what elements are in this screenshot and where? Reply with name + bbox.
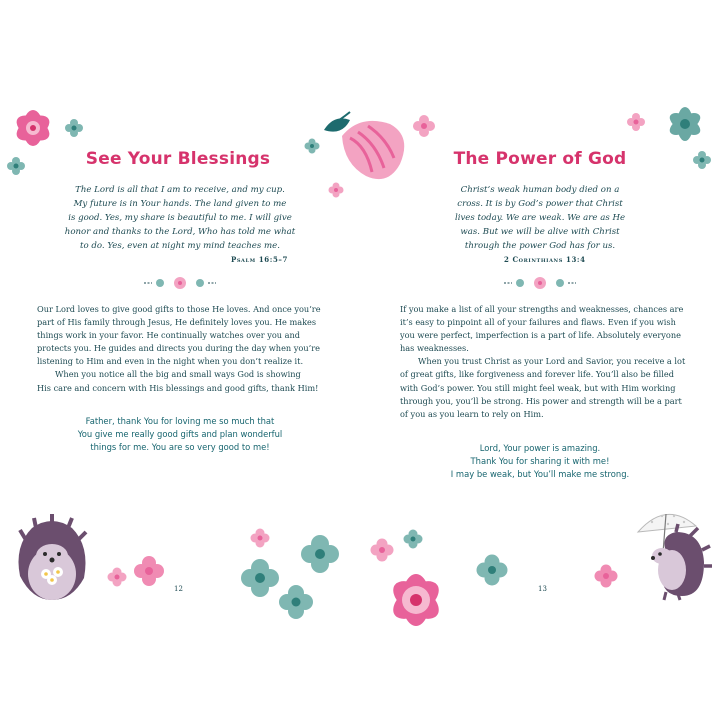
body-line: with God’s power. You still might feel weak, but with Him working: [400, 382, 676, 393]
prayer-line: Father, thank You for loving me so much that: [85, 416, 275, 426]
body-line: you were perfect, imperfection is a part of life. Absolutely everyone: [400, 330, 681, 341]
body-line: Our Lord loves to give good gifts to those He loves. And once you’re: [37, 304, 321, 314]
body-line: has weaknesses.: [400, 343, 469, 354]
right-prayer: [390, 442, 690, 482]
right-verse-reference: 2 Corinthians 13:4: [504, 255, 586, 264]
prayer-line: You give me really good gifts and plan wonderful: [77, 429, 283, 440]
right-page-title: The Power of God: [453, 149, 627, 169]
body-line: of great gifts, like forgiveness and forever life. You’ll also be filled: [400, 369, 674, 380]
small-flower-icon: [516, 279, 524, 287]
pink-flower-icon: [6, 106, 60, 150]
left-prayer: [30, 415, 330, 455]
right-body-text: [400, 303, 685, 421]
body-line: When you notice all the big and small ways God is showing: [55, 369, 301, 380]
left-verse-reference: Psalm 16:5–7: [230, 255, 288, 264]
verse-line: was. But we will be alive with Christ: [460, 227, 620, 237]
pink-small-flower-icon: [626, 112, 646, 132]
pink-small-flower-icon: [592, 562, 620, 590]
pink-large-flower-icon: [368, 560, 464, 616]
prayer-line: I may be weak, but You’ll make me strong.: [450, 469, 630, 480]
body-line: it’s easy to pinpoint all of your failures and flaws. Even if you wish: [400, 317, 676, 328]
teal-flower-icon: [6, 156, 26, 176]
right-flower-divider: [504, 275, 576, 291]
left-page-title: See Your Blessings: [85, 149, 271, 169]
verse-line: cross. It is by God’s power that Christ: [457, 199, 623, 209]
right-verse: [390, 183, 690, 253]
prayer-line: Thank You for sharing it with me!: [470, 456, 610, 467]
body-line: part of His family through Jesus, He definitely loves you. He makes: [37, 317, 317, 328]
verse-line: through the power God has for us.: [464, 241, 616, 251]
teal-flower-icon: [64, 118, 84, 138]
hedgehog-with-umbrella-illustration: [632, 506, 712, 602]
teal-flower-icon: [474, 552, 510, 588]
teal-flower-icon: [402, 528, 424, 550]
right-page-number: 13: [538, 585, 547, 593]
small-flower-icon: [196, 279, 204, 287]
body-line: If you make a list of all your strengths and weaknesses, chances are: [400, 304, 684, 314]
verse-line: lives today. We are weak. We are as He: [454, 213, 626, 223]
left-flower-divider: [144, 275, 216, 291]
verse-line: is good. Yes, my share is beautiful to me. I will give: [68, 213, 292, 223]
verse-line: Christ’s weak human body died on a: [460, 185, 620, 195]
body-line: listening to Him and even in the night when you don’t realize it.: [37, 356, 304, 367]
pink-small-flower-icon: [132, 554, 166, 588]
left-body-text: [37, 303, 321, 395]
body-line: When you trust Christ as your Lord and Savior, you receive a lot: [418, 356, 686, 367]
body-line: of you as you learn to rely on Him.: [400, 408, 544, 419]
body-line: protects you. He guides and directs you during the day when you’re: [37, 343, 320, 354]
leaf-icon: [324, 118, 350, 131]
teal-flower-cluster-illustration: [236, 528, 356, 614]
verse-line: My future is in Your hands. The land given to me: [73, 199, 287, 209]
small-flower-icon: [556, 279, 564, 287]
pink-small-flower-icon: [106, 566, 128, 588]
verse-line: to do. Yes, even at night my mind teaches me.: [80, 241, 280, 251]
prayer-line: things for me. You are so very good to me!: [90, 442, 270, 453]
prayer-line: Lord, Your power is amazing.: [479, 443, 601, 453]
small-flower-icon: [156, 279, 164, 287]
teal-large-flower-icon: [656, 104, 714, 144]
pink-small-flower-icon: [412, 114, 436, 138]
pink-tulip-icon: [300, 106, 420, 198]
hedgehog-with-flowers-illustration: [12, 516, 92, 602]
left-verse: [30, 183, 330, 253]
body-line: His care and concern with His blessings and good gifts, thank Him!: [37, 382, 319, 393]
verse-line: honor and thanks to the Lord, Who has told me what: [64, 227, 296, 237]
body-line: through you, you’ll be strong. His power and strength will be a part: [400, 395, 682, 406]
body-line: things work in your favor. He continually watches over you and: [37, 330, 301, 341]
verse-line: The Lord is all that I am to receive, and my cup.: [75, 185, 285, 195]
left-page-number: 12: [174, 585, 183, 593]
teal-flower-icon: [692, 150, 712, 170]
